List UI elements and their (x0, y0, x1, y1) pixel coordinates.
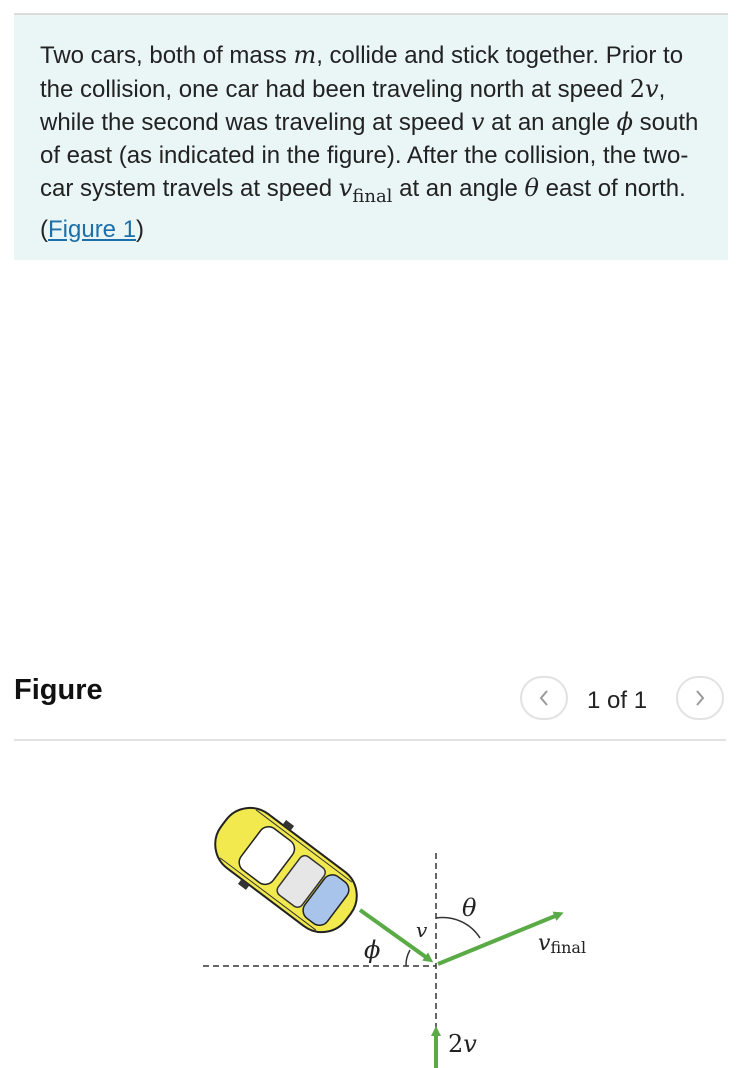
previous-figure-button[interactable] (520, 676, 568, 720)
collision-diagram (0, 780, 750, 1068)
label-vfinal: vfinal (538, 931, 587, 957)
figure-divider (14, 739, 726, 741)
label-phi: ϕ (364, 936, 381, 964)
problem-statement-box (14, 15, 728, 260)
chevron-right-icon (693, 688, 707, 708)
label-theta: θ (462, 894, 477, 922)
problem-text: Two cars, both of mass m, collide and stick together. Prior to the collision, one car had been traveling north at speed 2v, while the second was traveling at speed v at an angle ϕ south of east (as indicated in the figure). After the collision, the two-car system travels at speed $v_{final}$ at an angle θ east of north. (Figure 1) (40, 41, 699, 243)
label-2v: 2v (448, 1030, 477, 1058)
chevron-left-icon (537, 688, 551, 708)
math-two: 2 (629, 74, 646, 103)
math-v: v (470, 108, 485, 136)
math-vfinal: v (338, 174, 353, 202)
figure-link[interactable]: Figure 1 (48, 215, 137, 243)
math-phi: ϕ (616, 108, 633, 136)
math-vfinal-sub: final (352, 186, 393, 207)
figure-pager: 1 of 1 (587, 687, 648, 714)
label-v: v (416, 918, 428, 942)
math-theta: θ (524, 174, 539, 202)
car-illustration (200, 791, 373, 949)
figure-heading: Figure (14, 674, 103, 706)
math-v: v (645, 74, 659, 103)
phi-arc (406, 950, 410, 966)
math-m: m (293, 41, 317, 69)
next-figure-button[interactable] (676, 676, 724, 720)
